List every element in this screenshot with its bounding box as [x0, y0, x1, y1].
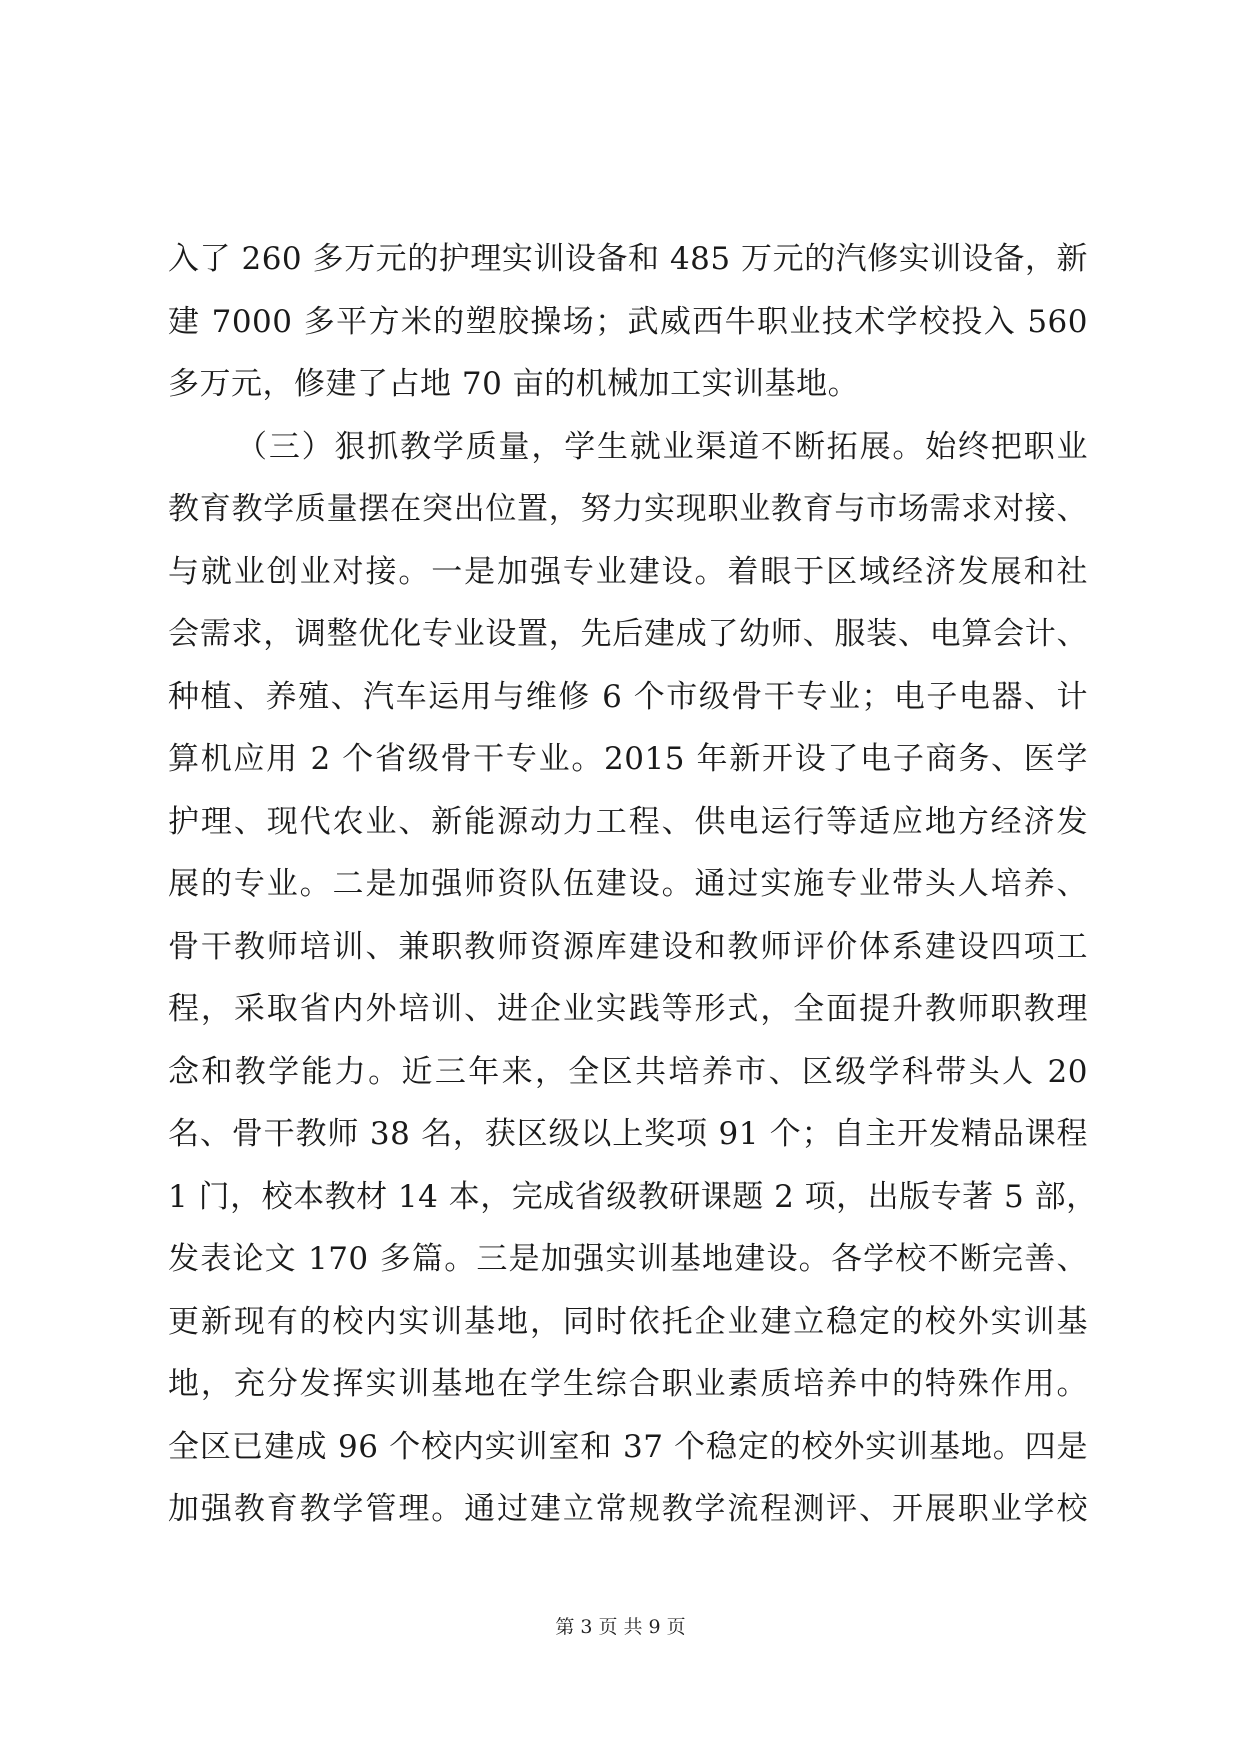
text-line: 地，充分发挥实训基地在学生综合职业素质培养中的特殊作用。 [168, 1366, 1088, 1402]
text-line: 名、骨干教师 38 名，获区级以上奖项 91 个；自主开发精品课程 [168, 1116, 1088, 1152]
text-line: 多万元，修建了占地 70 亩的机械加工实训基地。 [168, 366, 860, 402]
text-line: 骨干教师培训、兼职教师资源库建设和教师评价体系建设四项工 [168, 928, 1088, 965]
text-line: 发表论文 170 多篇。三是加强实训基地建设。各学校不断完善、 [168, 1241, 1088, 1277]
text-line: 会需求，调整优化专业设置，先后建成了幼师、服装、电算会计、 [168, 616, 1088, 652]
text-line: 算机应用 2 个省级骨干专业。2015 年新开设了电子商务、医学 [168, 741, 1088, 777]
text-line: 念和教学能力。近三年来，全区共培养市、区级学科带头人 20 [168, 1053, 1088, 1090]
text-line: 教育教学质量摆在突出位置，努力实现职业教育与市场需求对接、 [168, 491, 1088, 527]
text-line: 更新现有的校内实训基地，同时依托企业建立稳定的校外实训基 [168, 1303, 1088, 1340]
text-line: 加强教育教学管理。通过建立常规教学流程测评、开展职业学校 [168, 1491, 1088, 1527]
text-line: 入了 260 多万元的护理实训设备和 485 万元的汽修实训设备，新 [168, 241, 1088, 277]
text-line: 全区已建成 96 个校内实训室和 37 个稳定的校外实训基地。四是 [168, 1428, 1088, 1465]
text-line: 建 7000 多平方米的塑胶操场；武威西牛职业技术学校投入 560 [168, 303, 1088, 340]
paragraph-first-line: （三）狠抓教学质量，学生就业渠道不断拓展。始终把职业 [236, 428, 1088, 465]
text-line: 程，采取省内外培训、进企业实践等形式，全面提升教师职教理 [168, 991, 1088, 1027]
text-line: 护理、现代农业、新能源动力工程、供电运行等适应地方经济发 [168, 803, 1088, 840]
text-line: 种植、养殖、汽车运用与维修 6 个市级骨干专业；电子电器、计 [168, 678, 1088, 715]
page-footer [0, 1612, 1241, 1639]
text-line: 与就业创业对接。一是加强专业建设。着眼于区域经济发展和社 [168, 553, 1088, 590]
text-line: 展的专业。二是加强师资队伍建设。通过实施专业带头人培养、 [168, 866, 1088, 902]
body-text [168, 228, 1098, 1541]
text-line: 1 门，校本教材 14 本，完成省级教研课题 2 项，出版专著 5 部， [168, 1178, 1098, 1215]
page-number-label: 第 3 页 共 9 页 [555, 1616, 686, 1638]
